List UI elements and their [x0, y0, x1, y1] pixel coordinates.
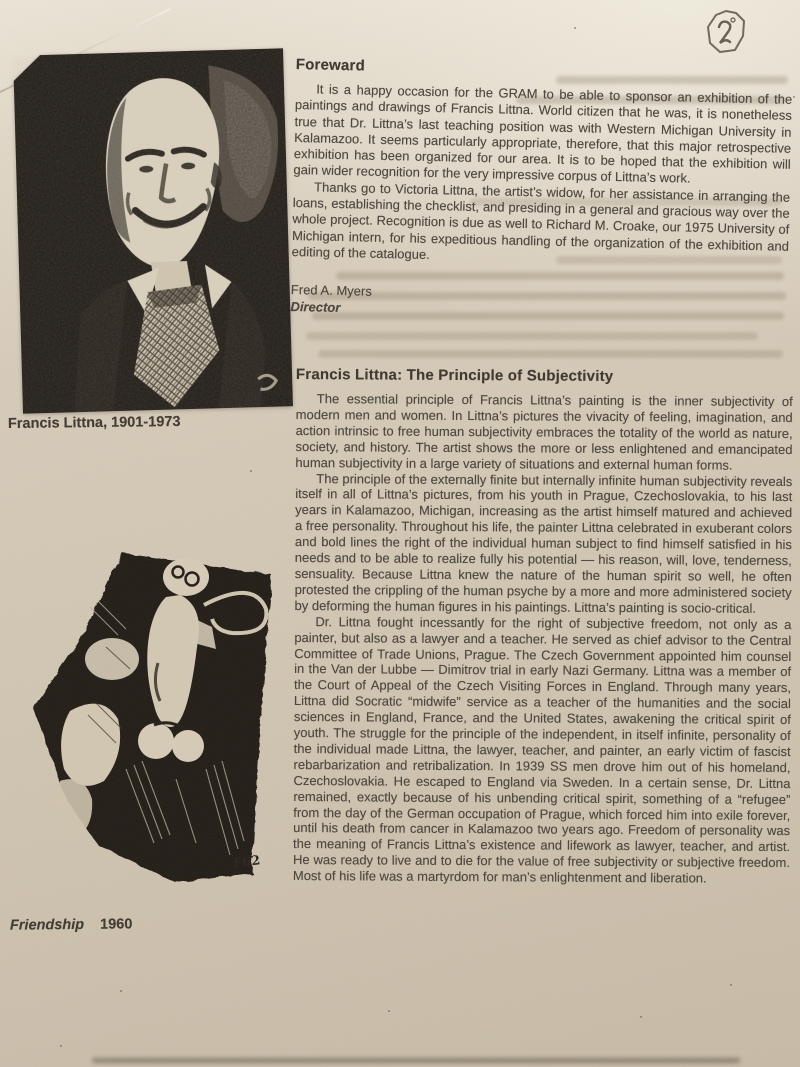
drawing-year: 1960 [100, 916, 133, 933]
portrait-photo [13, 48, 293, 413]
foreword-section [290, 56, 793, 326]
foreword-paragraph: Thanks go to Victoria Littna, the artist’s widow, for her assistance in arranging the loans, establishing the checklist, and presiding in a general and gracious way over the whole project. Recognition is due as well to Richard M. Croake, our 1975 University of Michigan intern, for his expeditious handling of the organization of the exhibition and editing of the catalogue. [291, 179, 791, 262]
essay-paragraph: The essential principle of Francis Littna’s painting is the inner subjectivity of modern men and women. In Littna’s pictures the vivacity of feeling, imagination, and action intrinsic to free human subjectivity embraces the totality of the world as nature, society, and history. The artist shows the more or less enlightened and emancipated human subjectivity in a large variety of situations and external human forms. [295, 391, 793, 473]
dust-speck [730, 984, 732, 986]
essay-paragraph: The principle of the externally finite but internally infinite human subjectivity reveals itself in all of Littna’s pictures, from his youth in Prague, Czechoslovakia, to his last years in Kalamazoo, Michigan, increasing as the artist himself matured and achieved a free personality. Throughout his life, the painter Littna celebrated in exuberant colors and bold lines the right of the individual human subject to find himself satisfied in his needs and to be able to realize fully his potential — his reason, will, love, tenderness, sensuality. Because Littna knew the nature of the human spirit so well, he often protested the crippling of the human psyche by a more and more administered society by deforming the human figures in his paintings. Littna’s painting is socio-critical. [294, 470, 793, 616]
foreword-heading: Foreward [295, 56, 366, 75]
bleed-through-text [318, 350, 783, 358]
friendship-drawing [26, 543, 278, 895]
dust-speck [388, 1010, 390, 1012]
signature-name: Fred A. Myers [290, 282, 372, 299]
essay-heading: Francis Littna: The Principle of Subjectivity [295, 366, 614, 385]
bleed-through-text [306, 332, 758, 340]
handwritten-page-number-icon [703, 8, 759, 58]
page-number-glyph: 2 [753, 44, 759, 55]
dust-speck [60, 1045, 62, 1047]
essay-paragraph: Dr. Littna fought incessantly for the right of subjective freedom, not only as a painter, but also as a lawyer and a teacher. He served as chief advisor to the Central Committee of Trade Unions, Prague. The Czech Government appointed him counsel in the Van der Lubbe — Dimitrov trial in early Nazi Germany. Littna was a member of the Court of Appeal of the Czech Visiting Forces in England. Through many years, Littna did Socratic “midwife” service as a teacher of the humanities and the social sciences in England, France, and the United States, awakening the critical spirit of youth. The struggle for the principle of the independent, in itself infinite, personality of the individual made Littna, the lawyer, teacher, and painter, an early victim of fascist rebarbarization and retribalization. In 1939 SS men drove him out of his homeland, Czechoslovakia. He escaped to England via Sweden. In a certain sense, Dr. Littna remained, exactly because of his unbending critical spirit, something of a “refugee” from the day of the German occupation of Prague, which forced him into exile forever, until his death from cancer in Kalamazoo two years ago. Freedom of personality was the meaning of Francis Littna’s existence and lifework as lawyer, teacher, and artist. He was ready to live and to die for the value of free subjectivity or subjective freedom. Most of his life was a martyrdom for man’s enlightenment and liberation. [292, 613, 792, 886]
essay-section [293, 366, 793, 887]
dust-speck [640, 1016, 642, 1018]
portrait-caption: Francis Littna, 1901-1973 [7, 413, 181, 433]
dust-speck [574, 27, 576, 29]
drawing-title: Friendship [9, 916, 85, 934]
foreword-paragraph: It is a happy occasion for the GRAM to be able to sponsor an exhibition of the paintings and drawings of Francis Littna. World citizen that he was, it is nonetheless true that Dr. Littna’s last teaching position was with Western Michigan University in Kalamazoo. It seems particularly appropriate, therefore, that this major retrospective exhibition has been organized for our area. It is to be hoped that the exhibition will gain wider recognition for the very impressive corpus of Littna’s work. [293, 81, 793, 187]
page-edge-shadow [92, 1058, 740, 1063]
drawing-caption [10, 916, 133, 933]
dust-speck [120, 990, 122, 992]
artist-signature: F62 [232, 853, 262, 872]
dust-speck [250, 470, 252, 472]
signature-title: Director [290, 298, 341, 315]
dust-speck [793, 96, 795, 98]
